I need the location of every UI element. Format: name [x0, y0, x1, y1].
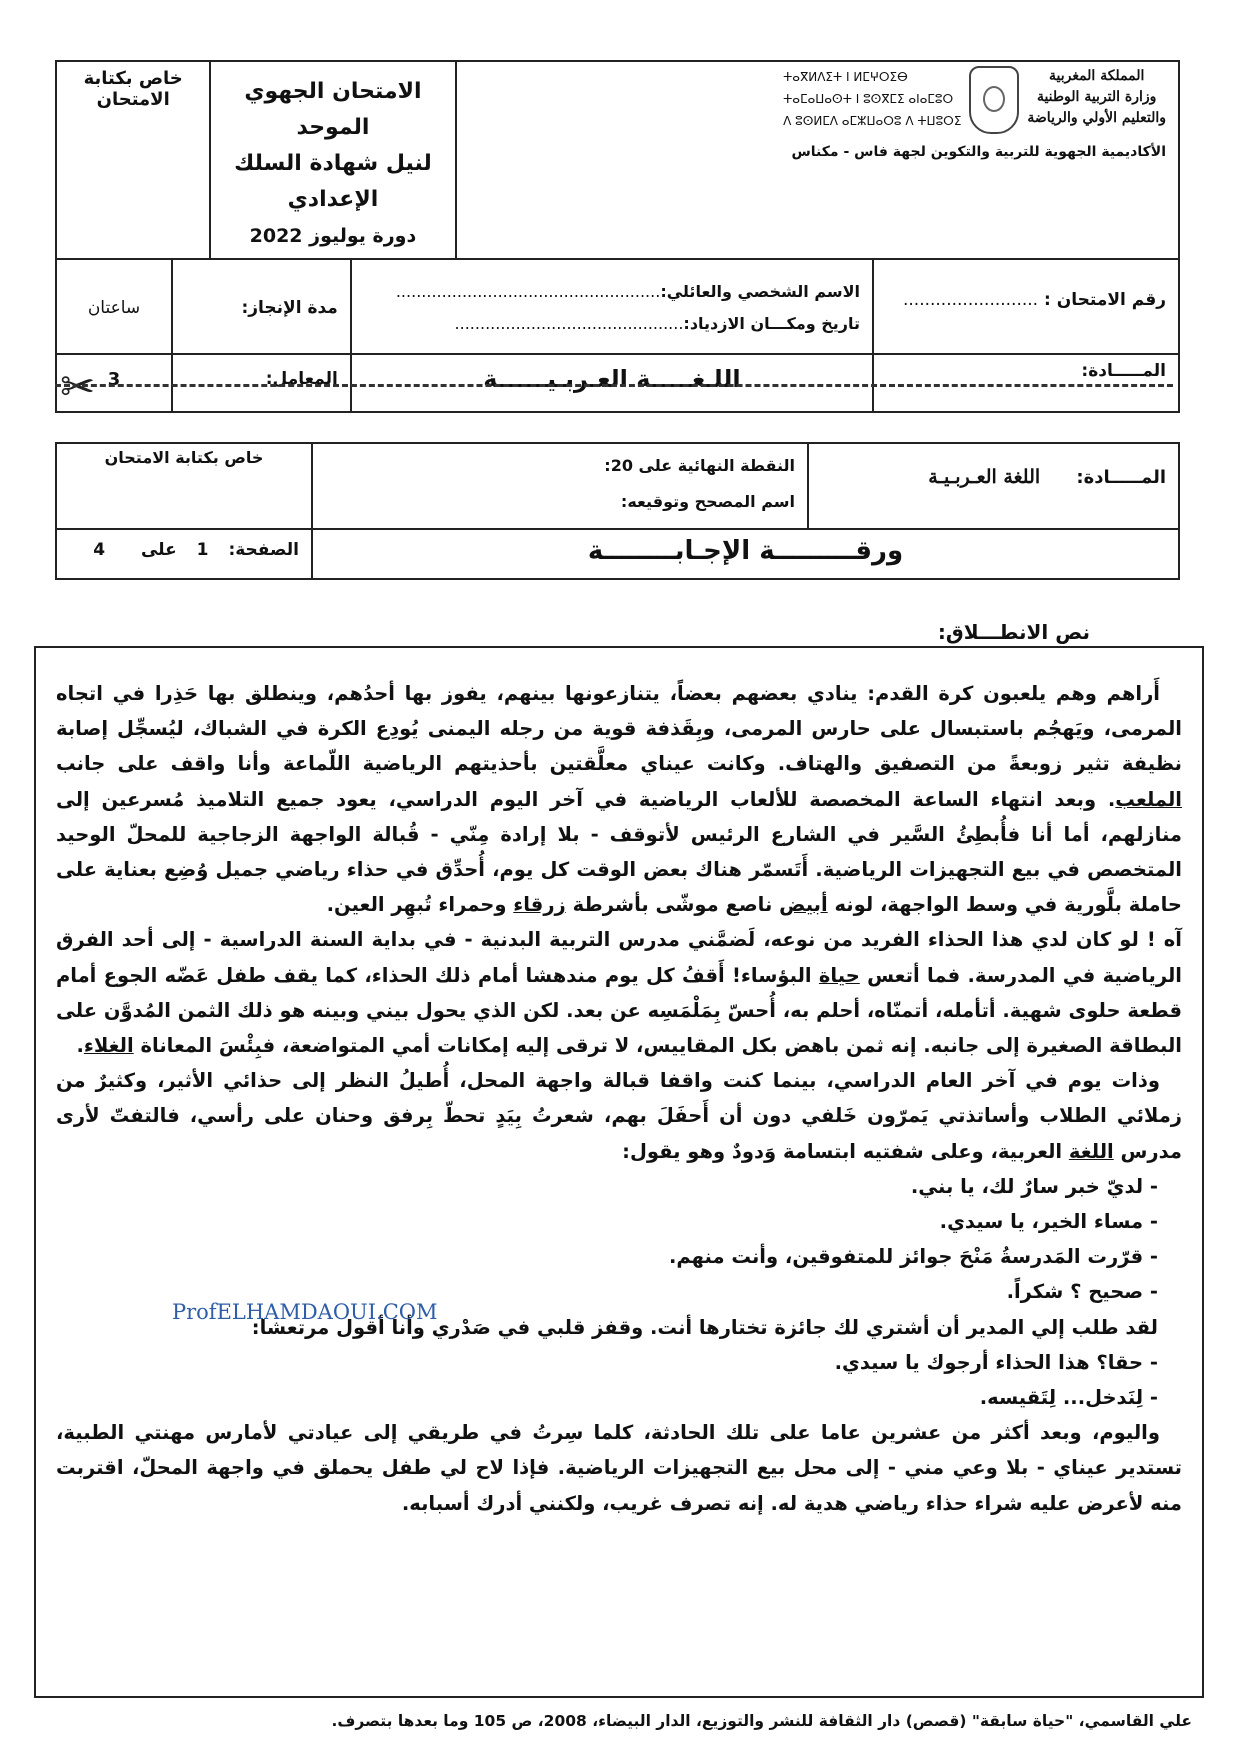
- dialogue-line: - صحيح ؟ شكراً.: [1006, 1280, 1158, 1304]
- answer-subject-cell: [808, 443, 1179, 529]
- tifinagh-line2: ⵜⴰⵎⴰⵡⴰⵙⵜ ⵏ ⵓⵙⴳⵎⵉ ⴰⵏⴰⵎⵓⵔ: [783, 92, 954, 106]
- answer-header-table: [55, 442, 1180, 580]
- ministry-block: [456, 61, 1179, 259]
- page-total: 4: [93, 540, 106, 560]
- tifinagh-line1: ⵜⴰⴳⵍⴷⵉⵜ ⵏ ⵍⵎⵖⵔⵉⴱ: [783, 70, 908, 84]
- passage-box: [34, 646, 1204, 1698]
- underlined-word: زرقاء: [513, 893, 566, 917]
- underlined-word: الغلاء: [83, 1034, 134, 1058]
- reserved-answer: خاص بكتابة الامتحان: [56, 443, 312, 529]
- reserved-top: خاص بكتابة الامتحان: [56, 61, 210, 259]
- source-citation: علي القاسمي، "حياة سابقة" (قصص) دار الثقافة للنشر والتوزيع، الدار البيضاء، 2008، ص 105 وما بعدها بتصرف.: [331, 1712, 1192, 1730]
- name-label: الاسم الشخصي والعائلي:: [660, 282, 860, 301]
- dialogue-line: - لِنَدخل... لِتَقيسه.: [979, 1386, 1158, 1410]
- section-title: نص الانطـــلاق:: [937, 620, 1090, 644]
- dialogue-line: - مساء الخير، يا سيدي.: [939, 1210, 1158, 1234]
- exam-title-block: [210, 61, 455, 259]
- candidate-info-cell: [351, 259, 873, 354]
- exam-session: دورة يوليوز 2022: [249, 225, 417, 247]
- subject-value-top: اللـغـــــة العـربـيــــــة: [351, 354, 873, 412]
- scissors-icon: ✂: [60, 362, 96, 411]
- tifinagh-line3: ⴷ ⵓⵙⵍⵎⴷ ⴰⵎⵣⵡⴰⵔⵓ ⴷ ⵜⵡⵓⵔⵉ: [783, 114, 962, 128]
- page-current: 1: [196, 540, 209, 560]
- paragraph-3: وذات يوم في آخر العام الدراسي، بينما كنت واقفا قبالة واجهة المحل، أُطيلُ النظر إلى حذائي الأثير، وكثيرٌ من زملائي الطلاب وأساتذتي يَمرّون خَلفي دون أن أَحفَلَ بهم، شعرتُ بِيَدٍ تحطّ بِرفق وحنان على رأسي، فالتفتّ لأرى مدرس اللغة العربية، وعلى شفتيه ابتسامة وَدودٌ وهو يقول:: [56, 1069, 1182, 1163]
- watermark-link[interactable]: ProfELHAMDAOUI.COM: [172, 1300, 438, 1324]
- ministry-line1: وزارة التربية الوطنية: [1036, 89, 1157, 105]
- exam-number-field[interactable]: .........................: [902, 290, 1039, 310]
- underlined-word: الملعب: [1115, 787, 1182, 811]
- dialogue-line: - حقا؟ هذا الحذاء أرجوك يا سيدي.: [834, 1350, 1158, 1374]
- duration-value: ساعتان: [56, 259, 172, 354]
- paragraph-2: آه ! لو كان لدي هذا الحذاء الفريد من نوعه، لَضمَّني مدرس التربية البدنية - في بداية السنة الدراسية - إلى أحد الفرق الرياضية في المدرسة. فما أتعس حياة البؤساء! أَقفُ كل يوم مندهشا أمام ذلك الحذاء، كما يقف طفل عَضّه الجوع أمام قطعة حلوى شهية. أتأمله، أتمنّاه، أحلم به، أُحسّ بِمَلْمَسِه عن بعد. لكن الذي يحول بيني وبينه هو ذلك الثمن المُدوَّن على البطاقة الصغيرة إلى جانبه. إنه ثمن باهض بكل المقاييس، لا ترقى إليه إمكانات أمي المتواضعة، فبِئْسَ المعاناة الغلاء.: [56, 928, 1182, 1058]
- paragraph-1: أَراهم وهم يلعبون كرة القدم: ينادي بعضهم بعضاً، يتنازعونها بينهم، يفوز بها أحدُهم، وينطلق بها حَذِرا في اتجاه المرمى، ويَهجُم باستبسال على حارس المرمى، وبِقَذفة قوية من رجله اليمنى يُودِع الكرة في الشباك، ليُسجِّل إصابة نظيفة تثير زوبعةً من التصفيق والهتاف. وكانت عيناي معلَّقتين بأحذيتهم الرياضية اللّماعة وأنا واقف على جانب الملعب. وبعد انتهاء الساعة المخصصة للألعاب الرياضية في آخر اليوم الدراسي، يعود جميع التلاميذ مُسرعين إلى منازلهم، أما أنا فأُبطِئُ السَّير في الشارع الرئيس لأتوقف - بلا إرادة مِنّي - قُبالة الواجهة الزجاجية للمحلّ الوحيد المتخصص في بيع التجهيزات الرياضية. أَتَسمّر هناك بعض الوقت كل يوم، أُحدِّق في حذاء رياضي جميل وُضِع بعناية على حاملة بلَّورية في وسط الواجهة، لونه أبيض ناصع موشّى بأشرطة زرقاء وحمراء تُبهِر العين.: [56, 682, 1182, 917]
- answer-sheet-title: ورقـــــــــة الإجـابــــــــة: [312, 529, 1179, 579]
- dialogue-line: - قرّرت المَدرسةُ مَنْحَ جوائز للمتفوقين، وأنت منهم.: [668, 1245, 1158, 1269]
- ministry-line2: والتعليم الأولي والرياضة: [1027, 110, 1166, 126]
- exam-number-cell: [873, 259, 1179, 354]
- exam-header-table: [55, 60, 1180, 413]
- exam-title-line2: لنيل شهادة السلك الإعدادي: [234, 151, 432, 212]
- page-sep: على: [140, 540, 177, 560]
- subject-label-top: المـــــادة:: [873, 354, 1179, 412]
- duration-label: مدة الإنجاز:: [172, 259, 351, 354]
- exam-number-label: رقم الامتحان :: [1044, 290, 1166, 310]
- morocco-coat-of-arms-icon: [969, 66, 1019, 134]
- underlined-word: حياة: [818, 963, 860, 987]
- dialogue-line: - لديّ خبر سارٌ لك، يا بني.: [910, 1174, 1158, 1198]
- dialogue-line: لقد طلب إلي المدير أن أشتري لك جائزة تختارها أنت. وقفز قلبي في صَدْري وأنا أقول مرتعشا:: [251, 1315, 1158, 1339]
- coefficient-label: المعامل:: [172, 354, 351, 412]
- underlined-word: اللغة: [1068, 1139, 1114, 1163]
- page-indicator: [56, 529, 312, 579]
- score-cell: [312, 443, 808, 529]
- underlined-word: أبيض: [779, 893, 828, 917]
- answer-subject-value: اللغة العـربـيـة: [928, 466, 1041, 488]
- kingdom-label: المملكة المغربية: [1048, 68, 1145, 84]
- birth-field[interactable]: .............................................: [454, 314, 684, 333]
- academy-label: الأكاديمية الجهوية للتربية والتكوين لجهة فاس - مكناس: [791, 144, 1166, 160]
- coefficient-value: 3: [56, 354, 172, 412]
- paragraph-4: واليوم، وبعد أكثر من عشرين عاما على تلك الحادثة، كلما سِرتُ في طريقي إلى عيادتي لأمارس مهنتي الطبية، تستدير عيناي - بلا وعي مني - إلى محل بيع التجهيزات الرياضية. فإذا لاح لي طفل يحملق في واجهة المحلّ، اقتربت منه لأعرض عليه شراء حذاء رياضي هدية له. إنه تصرف غريب، ولكنني أدرك أسبابه.: [56, 1421, 1182, 1515]
- answer-subject-label: المـــــادة:: [1076, 467, 1166, 488]
- cut-line: [55, 384, 1173, 387]
- corrector-label: اسم المصحح وتوقيعه:: [620, 492, 795, 511]
- name-field[interactable]: ....................................................: [395, 282, 661, 301]
- page-label: الصفحة:: [228, 540, 299, 560]
- final-score-label: النقطة النهائية على 20:: [604, 456, 795, 475]
- exam-title-line1: الامتحان الجهوي الموحد: [244, 79, 422, 140]
- birth-label: تاريخ ومكـــان الازدياد:: [683, 314, 860, 333]
